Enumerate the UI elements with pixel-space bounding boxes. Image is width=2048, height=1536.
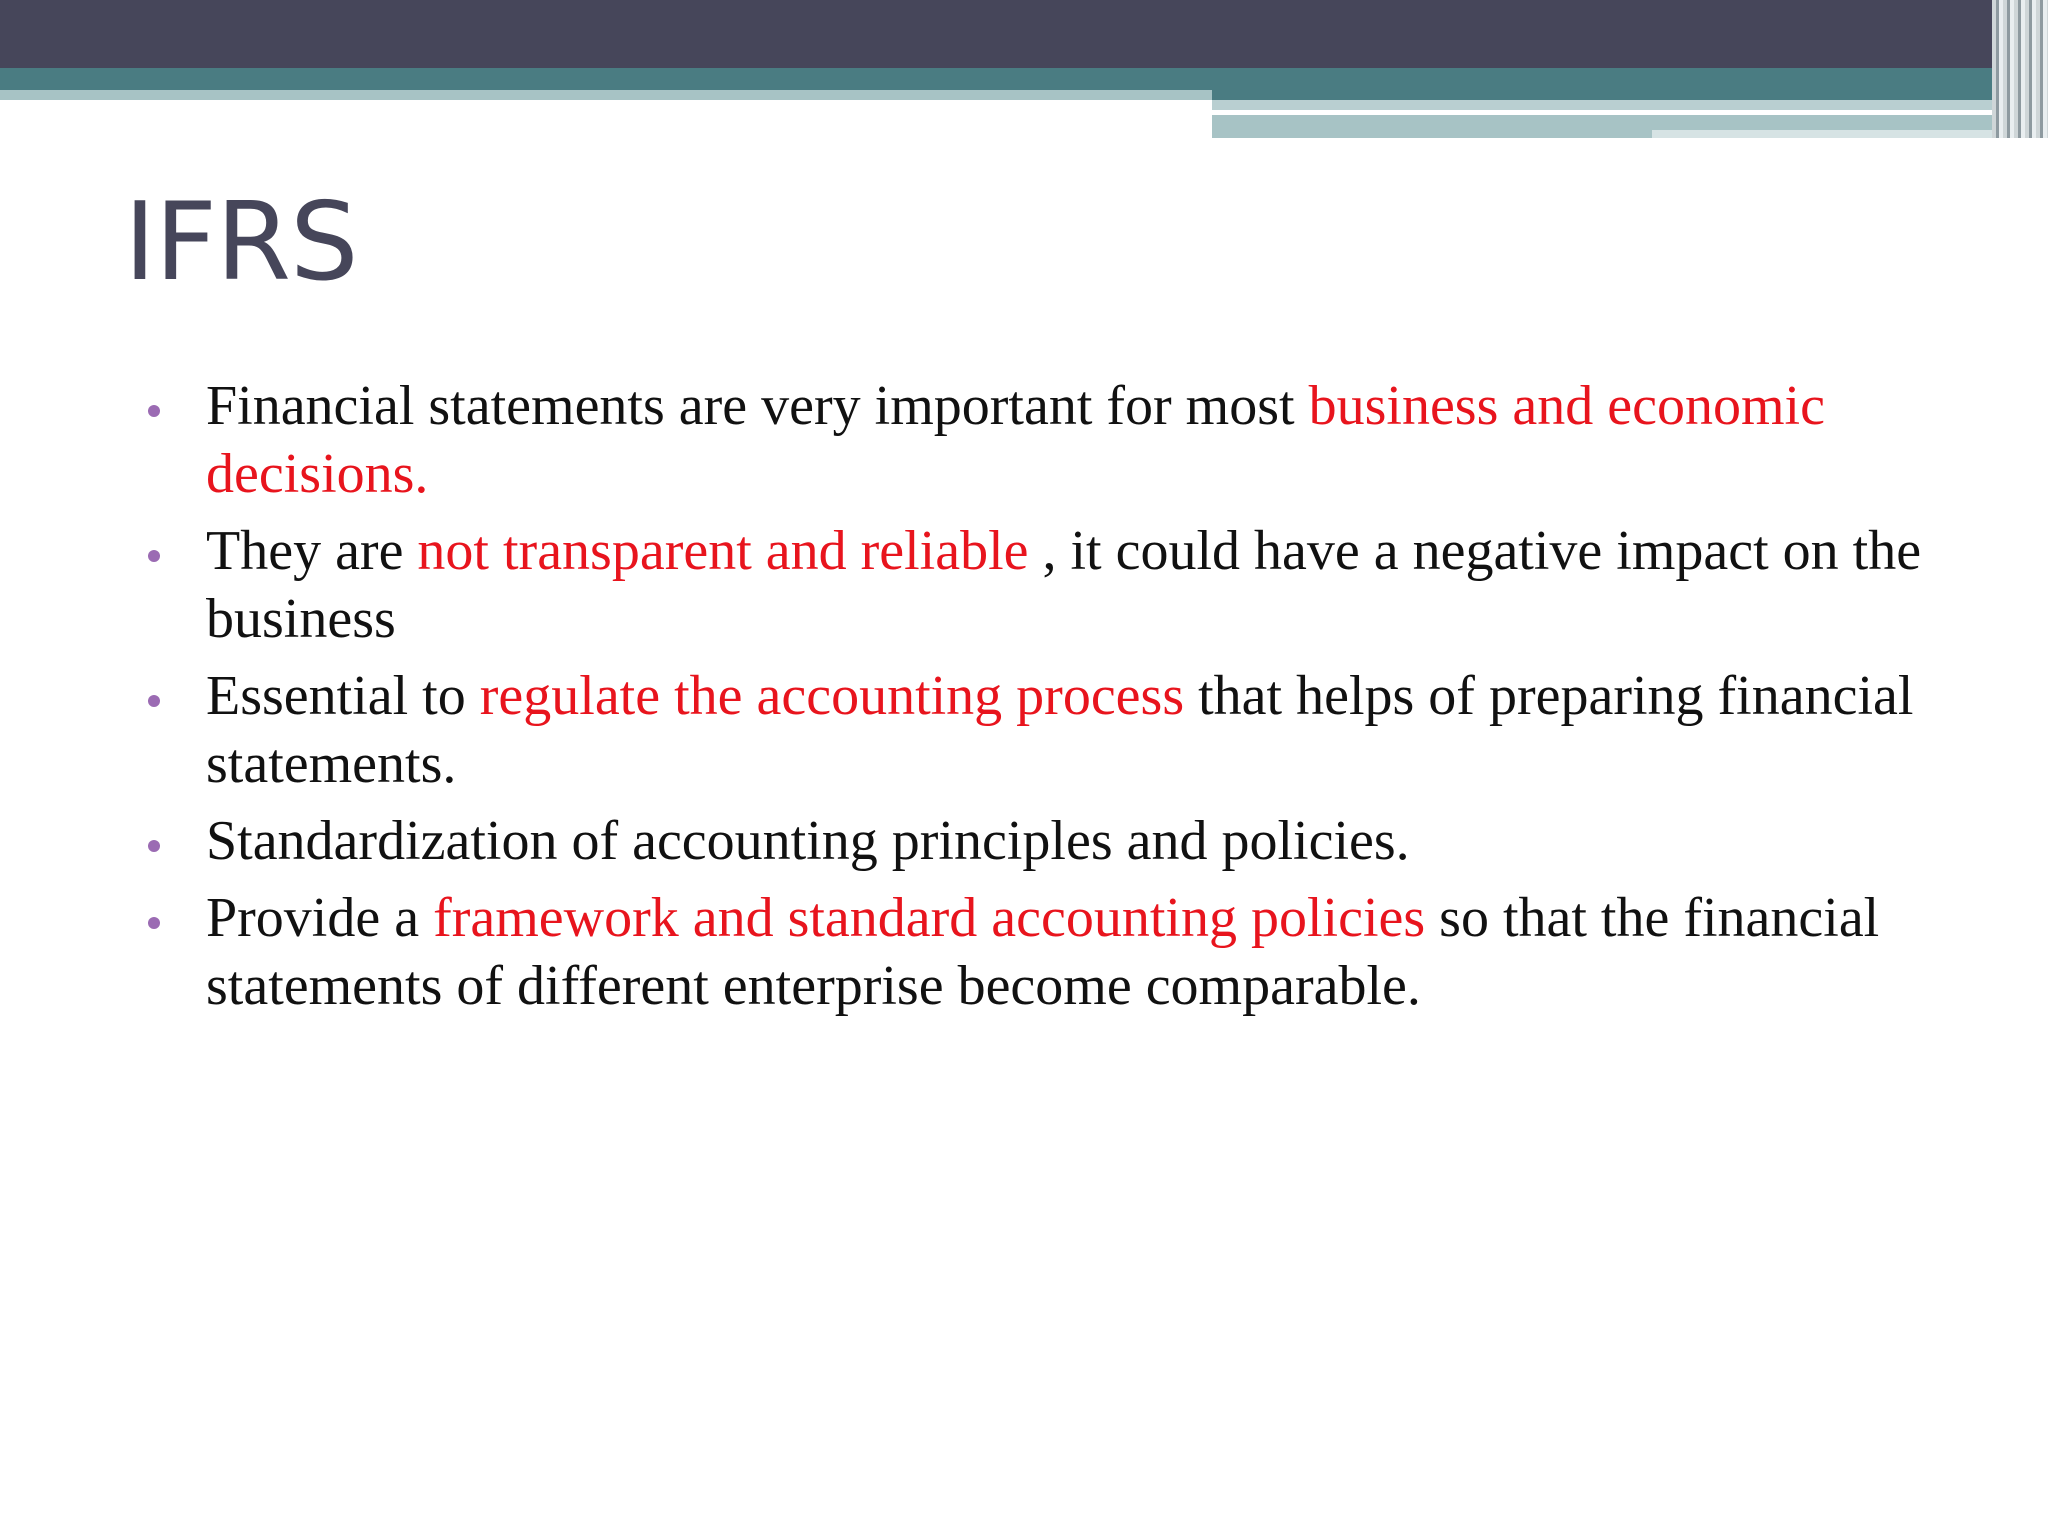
bullet-highlight: framework and standard accounting policies [433,887,1426,949]
bullet-text-end: , it could have a negative impact on the business [206,520,1922,650]
bullet-item [140,517,2000,653]
bullet-text: Provide a [206,887,434,949]
header-band-teal-right [1212,90,2012,100]
bullet-marker-icon [148,550,160,562]
bullet-text-end: that helps of preparing financial statements. [206,665,1914,795]
bullet-marker-icon [148,405,160,417]
bullet-highlight: regulate the accounting process [479,665,1185,727]
bullet-text: They are [206,520,418,582]
header-divider-line [1212,110,1897,115]
bullet-text-end: so that the financial statements of different enterprise become comparable. [206,887,1880,1017]
header-band-light-right [1212,100,2012,110]
bullet-text: Standardization of accounting principles and policies. [206,810,1410,872]
bullet-item [140,807,2000,875]
header-band-dark [0,0,2048,68]
bullet-text: Essential to [206,665,480,727]
bullet-highlight: not transparent and reliable [417,520,1029,582]
bullet-text: Financial statements are very important for most [206,375,1309,437]
bullet-marker-icon [148,840,160,852]
slide-title: IFRS [124,180,358,305]
bullet-item [140,662,2000,798]
bullet-marker-icon [148,917,160,929]
bullet-list [140,372,2000,1029]
header-band-pale-right [1652,130,2012,138]
bullet-highlight: business and economic decisions. [206,375,1825,505]
header-edge-stripes [1992,0,2048,138]
header-band-teal [0,68,2048,90]
bullet-item [140,884,2000,1020]
bullet-item [140,372,2000,508]
header-band-light-left [0,90,1212,100]
bullet-marker-icon [148,695,160,707]
